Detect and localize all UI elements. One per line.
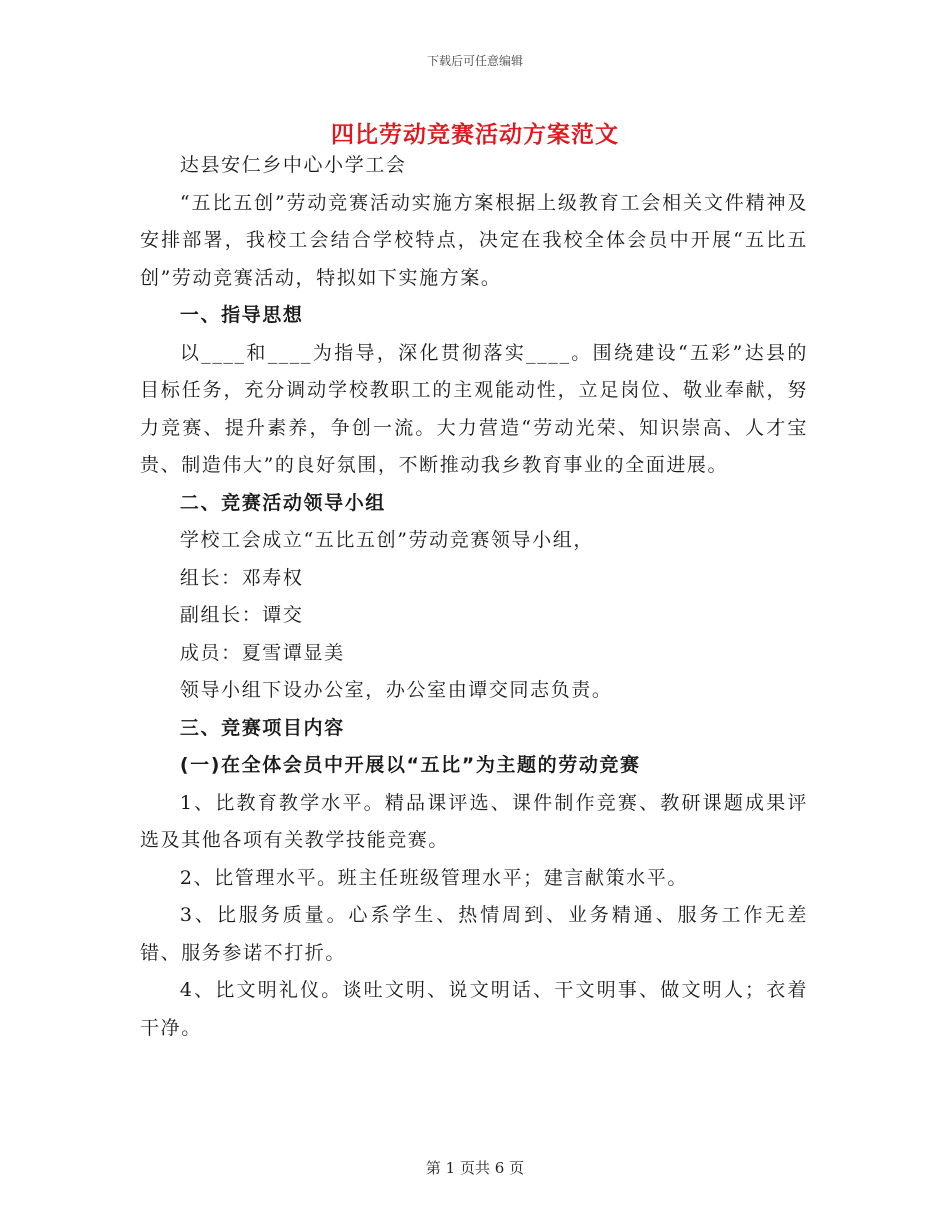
- document-title: 四比劳动竞赛活动方案范文: [331, 121, 619, 148]
- deputy-leader-line: 副组长：谭交: [179, 604, 304, 626]
- subsection-heading-1: (一)在全体会员中开展以“五比”为主题的劳动竞赛: [179, 754, 641, 776]
- organization-line: 达县安仁乡中心小学工会: [179, 154, 407, 176]
- members-line: 成员：夏雪谭显美: [179, 641, 345, 664]
- leader-line: 组长：邓寿权: [179, 566, 304, 589]
- page-header: 下载后可任意编辑: [426, 54, 523, 68]
- group-paragraph: 学校工会成立“五比五创”劳动竞赛领导小组，: [179, 529, 594, 551]
- section-heading-3: 三、竞赛项目内容: [179, 716, 345, 739]
- item-paragraph-4: 4、比文明礼仪。谈吐文明、说文明话、干文明事、做文明人；衣着干净。: [140, 979, 808, 1039]
- item-paragraph-3: 3、比服务质量。心系学生、热情周到、业务精通、服务工作无差错、服务参诺不打折。: [140, 904, 808, 964]
- document-body: [140, 147, 808, 1047]
- office-line: 领导小组下设办公室，办公室由谭交同志负责。: [179, 679, 613, 701]
- intro-paragraph: “五比五创”劳动竞赛活动实施方案根据上级教育工会相关文件精神及安排部署，我校工会结合学校特点，决定在我校全体会员中开展“五比五创”劳动竞赛活动，特拟如下实施方案。: [140, 191, 808, 289]
- item-paragraph-1: 1、比教育教学水平。精品课评选、课件制作竞赛、教研课题成果评选及其他各项有关教学技能竞赛。: [140, 791, 808, 851]
- section-heading-2: 二、竞赛活动领导小组: [179, 491, 386, 514]
- item-paragraph-2: 2、比管理水平。班主任班级管理水平；建言献策水平。: [179, 866, 688, 889]
- page-footer: 第 1 页共 6 页: [425, 1159, 525, 1177]
- section-heading-1: 一、指导思想: [179, 304, 304, 326]
- guiding-paragraph: 以____和____为指导，深化贯彻落实____。围绕建设“五彩”达县的目标任务，充分调动学校教职工的主观能动性，立足岗位、敬业奉献，努力竞赛、提升素养，争创一流。大力营造“劳动光荣、知识崇高、人才宝贵、制造伟大”的良好氛围，不断推动我乡教育事业的全面进展。: [140, 341, 808, 476]
